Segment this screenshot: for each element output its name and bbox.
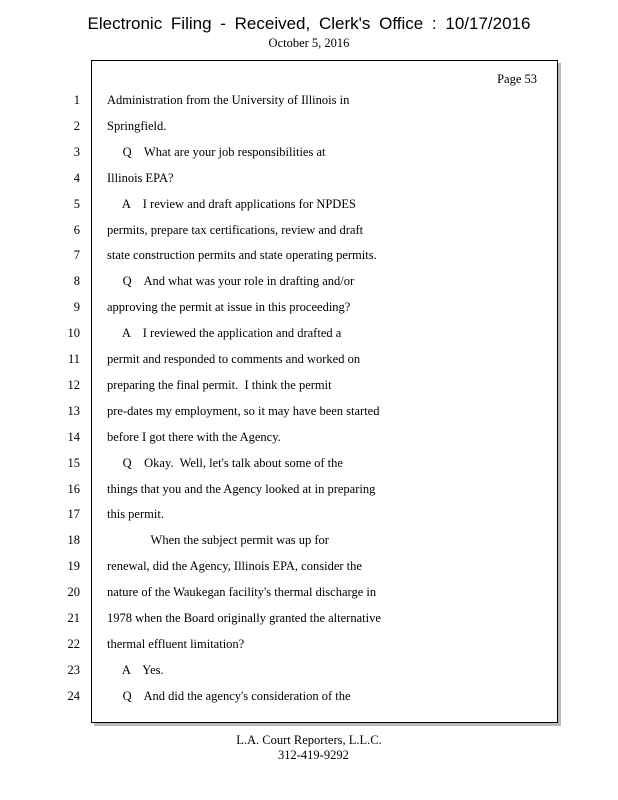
line-number: 7 xyxy=(73,248,80,263)
line-number: 4 xyxy=(73,170,80,185)
line-text: permits, prepare tax certifications, review and draft xyxy=(107,222,364,237)
line-number: 9 xyxy=(73,300,80,315)
transcript-line xyxy=(0,637,618,657)
transcript-line xyxy=(0,223,618,243)
line-number: 12 xyxy=(67,377,80,392)
line-text: Illinois EPA? xyxy=(107,170,174,185)
line-number: 15 xyxy=(67,455,80,470)
page-number: Page 53 xyxy=(497,72,537,86)
line-number: 19 xyxy=(67,559,80,574)
transcript-line xyxy=(0,456,618,476)
line-text: When the subject permit was up for xyxy=(107,533,329,548)
line-number: 1 xyxy=(73,93,80,107)
line-number: 16 xyxy=(67,481,80,496)
line-number: 2 xyxy=(73,118,80,133)
line-text: thermal effluent limitation? xyxy=(107,636,245,651)
transcript-line xyxy=(0,248,618,268)
transcript-line xyxy=(0,404,618,424)
reporter-phone: 312-419-9292 xyxy=(278,748,349,762)
line-text: this permit. xyxy=(107,507,164,522)
line-text: Q What are your job responsibilities at xyxy=(107,144,326,159)
line-number: 3 xyxy=(73,144,80,159)
line-number: 14 xyxy=(67,429,80,444)
transcript-line xyxy=(0,378,618,398)
line-number: 21 xyxy=(67,611,80,625)
transcript-line xyxy=(0,689,618,709)
transcript-line xyxy=(0,585,618,605)
line-number: 13 xyxy=(67,403,80,418)
transcript-line xyxy=(0,300,618,320)
line-text: state construction permits and state operating permits. xyxy=(107,248,377,263)
line-text: Q Okay. Well, let's talk about some of the xyxy=(107,455,343,470)
transcript-line xyxy=(0,663,618,683)
transcript-line xyxy=(0,352,618,372)
transcript-line xyxy=(0,274,618,294)
transcript-line xyxy=(0,482,618,502)
line-number: 11 xyxy=(67,352,80,366)
transcript-line xyxy=(0,93,618,113)
transcript-line xyxy=(0,145,618,165)
line-text: before I got there with the Agency. xyxy=(107,429,281,444)
transcript-line xyxy=(0,559,618,579)
line-text: Q And what was your role in drafting and/or xyxy=(107,274,355,289)
line-number: 24 xyxy=(67,688,80,703)
transcript-line xyxy=(0,611,618,631)
line-text: things that you and the Agency looked at in preparing xyxy=(107,481,376,496)
line-number: 18 xyxy=(67,533,80,548)
line-number: 17 xyxy=(67,507,80,522)
line-number: 10 xyxy=(67,326,80,341)
line-number: 8 xyxy=(73,274,80,289)
line-text: pre-dates my employment, so it may have been started xyxy=(107,403,380,418)
line-text: 1978 when the Board originally granted the alternative xyxy=(107,611,381,625)
line-number: 6 xyxy=(73,222,80,237)
line-text: A I reviewed the application and drafted a xyxy=(107,326,342,341)
line-text: nature of the Waukegan facility's thermal discharge in xyxy=(107,585,377,600)
line-number: 22 xyxy=(67,636,80,651)
line-text: Q And did the agency's consideration of the xyxy=(107,688,351,703)
line-text: A Yes. xyxy=(107,662,164,677)
reporter-company: L.A. Court Reporters, L.L.C. xyxy=(236,733,382,747)
transcript-line xyxy=(0,507,618,527)
line-text: Springfield. xyxy=(107,118,167,133)
transcript-line xyxy=(0,533,618,553)
line-number: 23 xyxy=(67,662,80,677)
transcript-line xyxy=(0,326,618,346)
transcript-date: October 5, 2016 xyxy=(268,36,350,50)
line-number: 20 xyxy=(67,585,80,600)
line-text: preparing the final permit. I think the permit xyxy=(107,377,332,392)
line-text: renewal, did the Agency, Illinois EPA, consider the xyxy=(107,559,362,574)
line-text: approving the permit at issue in this proceeding? xyxy=(107,300,351,315)
transcript-line xyxy=(0,119,618,139)
transcript-line xyxy=(0,171,618,191)
line-text: A I review and draft applications for NPDES xyxy=(107,196,356,211)
line-number: 5 xyxy=(73,196,80,211)
transcript-line xyxy=(0,197,618,217)
line-text: permit and responded to comments and worked on xyxy=(107,352,361,366)
line-text: Administration from the University of Illinois in xyxy=(107,93,350,107)
filing-stamp: Electronic Filing - Received, Clerk's Office : 10/17/2016 xyxy=(87,14,531,33)
transcript-line xyxy=(0,430,618,450)
